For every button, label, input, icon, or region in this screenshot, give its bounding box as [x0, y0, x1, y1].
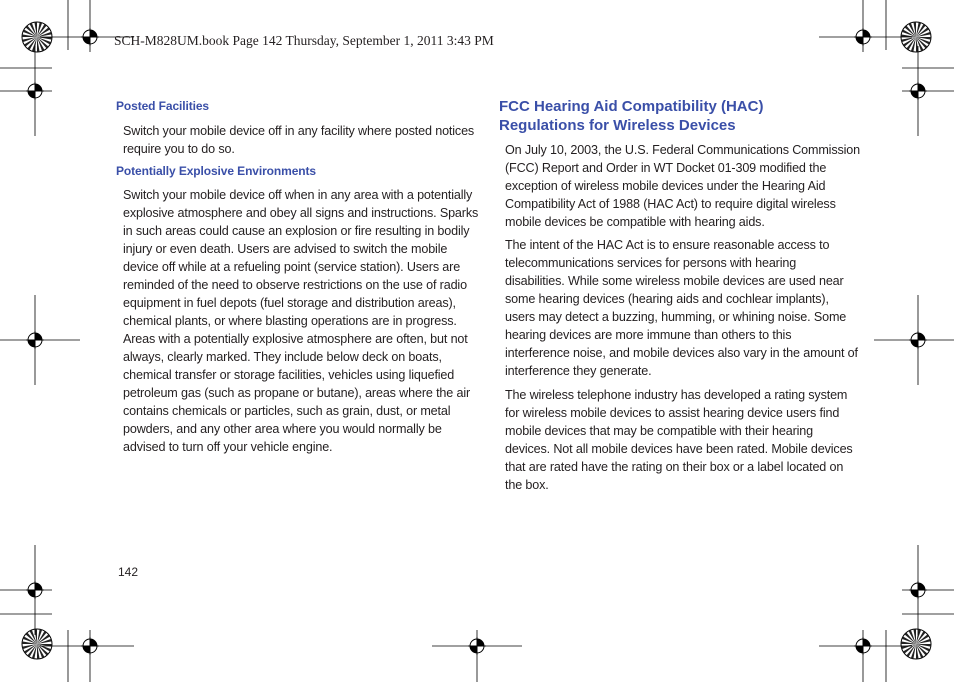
explosive-environments-heading: Potentially Explosive Environments — [116, 164, 316, 178]
text-line: mobile devices that may be compatible with their hearing — [505, 424, 814, 438]
text-line: interference noise, and mobile devices also vary in the amount of — [505, 346, 858, 360]
posted-facilities-heading: Posted Facilities — [116, 99, 209, 113]
text-line: require you to do so. — [123, 142, 235, 156]
text-line: On July 10, 2003, the U.S. Federal Communications Commission — [505, 143, 860, 157]
text-line: advised to turn off your vehicle engine. — [123, 440, 333, 454]
text-line: (FCC) Report and Order in WT Docket 01-309 modified the — [505, 161, 827, 175]
text-line: users may detect a buzzing, humming, or whining noise. Some — [505, 310, 847, 324]
text-line: reminded of the need to observe restrictions on the use of radio — [123, 278, 467, 292]
posted-facilities-text — [123, 122, 473, 158]
text-line: chemical transfer or storage facilities, vehicles using liquefied — [123, 368, 455, 382]
text-line: equipment in fuel depots (fuel storage and distribution areas), — [123, 296, 456, 310]
starburst-target-icon — [901, 629, 931, 659]
text-line: devices. Not all mobile devices have been rated. Mobile devices — [505, 442, 853, 456]
hac-paragraph-1 — [505, 141, 860, 231]
text-line: exception of wireless mobile devices under the Hearing Aid — [505, 179, 826, 193]
book-header-line: SCH-M828UM.book Page 142 Thursday, September 1, 2011 3:43 PM — [114, 33, 494, 48]
heading-line: FCC Hearing Aid Compatibility (HAC) — [499, 98, 764, 115]
text-line: device off while at a refueling point (service station). Users are — [123, 260, 461, 274]
starburst-target-icon — [22, 629, 52, 659]
text-line: disabilities. While some wireless mobile devices are used near — [505, 274, 844, 288]
text-line: explosive atmosphere and obey all signs and instructions. Sparks — [123, 206, 479, 220]
text-line: mobile devices be compatible with hearing aids. — [505, 215, 765, 229]
text-line: petroleum gas (such as propane or butane), areas where the air — [123, 386, 471, 400]
hac-paragraph-3 — [505, 386, 855, 494]
text-line: Switch your mobile device off when in any area with a potentially — [123, 188, 473, 202]
fcc-hac-heading — [499, 97, 819, 135]
text-line: that are rated have the rating on their box or a label located on — [505, 460, 844, 474]
text-line: contains chemicals or particles, such as grain, dust, or metal — [123, 404, 451, 418]
text-line: Switch your mobile device off in any facility where posted notices — [123, 124, 475, 138]
explosive-environments-text — [123, 186, 479, 456]
text-line: interference they generate. — [505, 364, 652, 378]
hac-paragraph-2 — [505, 236, 858, 380]
text-line: the box. — [505, 478, 549, 492]
text-line: always, clearly marked. They include below deck on boats, — [123, 350, 442, 364]
page-number: 142 — [118, 565, 139, 579]
text-line: Compatibility Act of 1988 (HAC Act) to require digital wireless — [505, 197, 836, 211]
heading-line: Regulations for Wireless Devices — [499, 117, 736, 134]
text-line: The intent of the HAC Act is to ensure reasonable access to — [505, 238, 830, 252]
text-line: powders, and any other area where you would normally be — [123, 422, 442, 436]
text-line: chemical plants, or where blasting operations are in progress. — [123, 314, 457, 328]
text-line: in such areas could cause an explosion or fire resulting in bodily — [123, 224, 470, 238]
text-line: Areas with a potentially explosive atmosphere are often, but not — [123, 332, 468, 346]
text-line: injury or even death. Users are advised to switch the mobile — [123, 242, 448, 256]
text-line: some hearing devices (hearing aids and cochlear implants), — [505, 292, 829, 306]
text-line: hearing devices are more immune than others to this — [505, 328, 792, 342]
text-line: telecommunications services for persons with hearing — [505, 256, 797, 270]
text-line: The wireless telephone industry has developed a rating system — [505, 388, 848, 402]
text-line: for wireless mobile devices to assist hearing device users find — [505, 406, 840, 420]
